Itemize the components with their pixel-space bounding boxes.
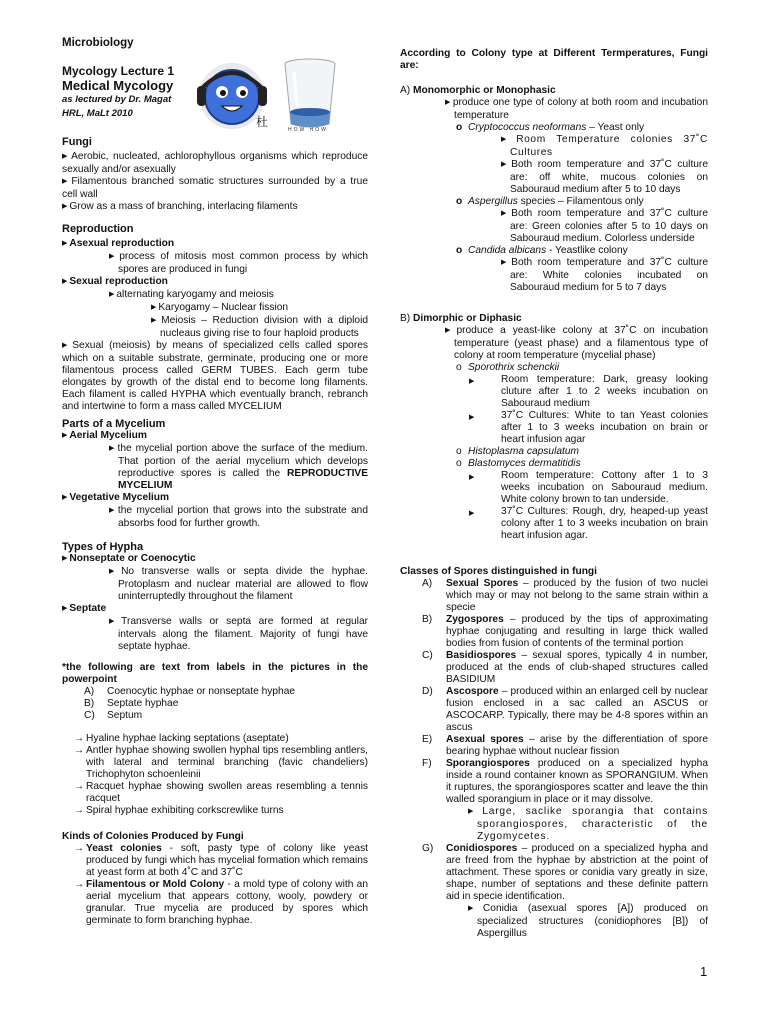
bullet-triangle-icon: ▶ — [62, 178, 70, 185]
monomorphic-text: ▶ produce one type of colony at both room and incubation temperature — [445, 97, 709, 121]
bullet-triangle-icon: ▶ — [501, 161, 510, 168]
bullet-triangle-icon: ▶ — [469, 378, 475, 385]
arrow-right-icon: → — [74, 805, 85, 816]
arrow-list — [62, 733, 368, 817]
bullet-triangle-icon: ▶ — [501, 210, 510, 217]
hypha-section — [62, 541, 368, 653]
arrow-right-icon: → — [74, 733, 85, 744]
bullet-triangle-icon: ▶ — [501, 136, 515, 143]
bullet-triangle-icon: ▶ — [469, 510, 475, 517]
spore-item-d: D) Ascospore – produced within an enlarged cell by nuclear fusion enclosed in a sac called an ASCUS or ASCOCARP. Typically, there may be 4-8 spores within an ascus — [422, 686, 708, 733]
labels-heading: *the following are text from labels in the pictures in the powerpoint — [62, 662, 368, 685]
lecture-header: Mycology Lecture 1 Medical Mycology as lectured by Dr. Magat HRL, MaLt 2010 — [62, 64, 175, 119]
sexual-text: ▶ alternating karyogamy and meiosis — [109, 289, 274, 300]
blastomyces-item: o Blastomyces dermatitidis — [456, 458, 581, 469]
bullet-triangle-icon: ▶ — [469, 474, 475, 481]
aspergillus-item: o Aspergillus species – Filamentous only — [456, 196, 644, 207]
circle-bullet-icon: o — [456, 458, 462, 469]
fungi-item-3: ▶ Grow as a mass of branching, interlacing filaments — [62, 201, 298, 212]
course-title: Microbiology — [62, 37, 134, 49]
bullet-triangle-icon: ▶ — [468, 905, 481, 912]
arrow-item: → Racquet hyphae showing swollen areas resembling a tennis racquet — [74, 781, 368, 804]
arrow-right-icon: → — [74, 843, 85, 854]
dimorphic-text: ▶ produce a yeast-like colony at 37˚C on incubation temperature (yeast phase) and a filamentous type of colony at room temperature (mycelial phase) — [445, 325, 708, 361]
bullet-triangle-icon: ▶ — [109, 253, 118, 260]
yeast-colonies-item: → Yeast colonies - soft, pasty type of colony like yeast produced by fungi which has mycelial formation which remains at yeast form at both 4˚C and 37˚C — [74, 843, 369, 878]
fungi-item-2: ▶ Filamentous branched somatic structures surrounded by a true cell wall — [62, 176, 368, 200]
bullet-triangle-icon: ▶ — [109, 618, 120, 625]
mascot-illustration — [194, 60, 276, 132]
arrow-right-icon: → — [74, 879, 85, 890]
vegetative-text: ▶ the mycelial portion that grows into the substrate and absorbs food for further growth. — [109, 505, 368, 529]
colony-type-heading: According to Colony type at Different Termperatures, Fungi are: — [400, 48, 708, 71]
septate-label: ▶ Septate — [62, 603, 107, 614]
fungi-item-1: ▶ Aerobic, nucleated, achlorophyllous organisms which reproduce sexually and/or asexually — [62, 151, 368, 175]
reproduction-heading: Reproduction — [62, 223, 134, 235]
label-item-b: B) Septate hyphae — [84, 698, 179, 709]
sporangia-subitem: ▶ Large, saclike sporangia that contains sporangiospores, characteristic of the Zygomycetes. — [468, 806, 708, 842]
bullet-triangle-icon: ▶ — [109, 291, 115, 298]
sexual-label: ▶ Sexual reproduction — [62, 276, 168, 287]
arrow-right-icon: → — [74, 781, 85, 792]
spore-item-e: E) Asexual spores – arise by the differentiation of spore bearing hyphae without nuclear fission — [422, 734, 708, 757]
mycelium-section — [62, 418, 368, 530]
asexual-text: ▶ process of mitosis most common process by which spores are produced in fungi — [109, 251, 369, 275]
hypha-heading: Types of Hypha — [62, 541, 144, 553]
arrow-right-icon: → — [74, 745, 85, 756]
bullet-triangle-icon: ▶ — [469, 414, 475, 421]
spores-section — [400, 566, 708, 940]
nonseptate-label: ▶ Nonseptate or Coenocytic — [62, 553, 196, 564]
candida-detail: ▶ Both room temperature and 37˚C culture are: White colonies incubated on Sabouraud medium for 5 to 7 days — [501, 257, 708, 293]
arrow-item: → Antler hyphae showing swollen hyphal tips resembling antlers, with lateral and terminal branching (favic chandeliers) Trichophyton schoenleinii — [74, 745, 368, 780]
bullet-triangle-icon: ▶ — [109, 568, 120, 575]
blastomyces-detail-1: ▶ Room temperature: Cottony after 1 to 3 weeks incubation on Sabouraud medium. White colony brown to tan underside. — [469, 470, 708, 505]
mascot-character: 杜 — [256, 115, 269, 129]
spore-item-b: B) Zygospores – produced by the tips of approximating hyphae conjugating and resulting in large thick walled bodies from fusion of contents of the terminal portion — [422, 614, 708, 649]
glass-illustration — [282, 58, 338, 134]
circle-bullet-icon: o — [456, 362, 462, 373]
monomorphic-title: A) Monomorphic or Monophasic — [400, 85, 556, 96]
mycelium-heading: Parts of a Mycelium — [62, 418, 166, 430]
conidia-subitem: ▶ Conidia (asexual spores [A]) produced on specialized structures (conidiophores [B]) of Aspergillus — [468, 903, 708, 939]
bullet-triangle-icon: ▶ — [62, 240, 68, 247]
page-number: 1 — [700, 964, 708, 979]
colonies-section — [62, 831, 368, 927]
karyogamy-item: ▶ Karyogamy – Nuclear fission — [151, 302, 289, 313]
aerial-label: ▶ Aerial Mycelium — [62, 430, 147, 441]
cryptococcus-detail-1: ▶ Room Temperature colonies 37˚C Cultures — [501, 134, 708, 158]
meiosis-item: ▶ Meiosis – Reduction division with a diploid nucleaus giving rise to four haploid products — [151, 315, 369, 339]
aerial-text: ▶ the mycelial portion above the surface of the medium. That portion of the aerial mycelium which develops reproductive spores is called the REPRODUCTIVE MYCELIUM — [109, 443, 368, 491]
mold-colony-item: → Filamentous or Mold Colony - a mold type of colony with an aerial mycelium that appears cottony, wooly, powdery or granular. True mycelia are produced by spores which germinate to form branching hyphae. — [74, 879, 368, 926]
cryptococcus-detail-2: ▶ Both room temperature and 37˚C culture are: off white, mucous colonies on Sabouraud medium after 5 to 10 days — [501, 159, 708, 195]
bullet-triangle-icon: ▶ — [109, 507, 116, 514]
bullet-triangle-icon: ▶ — [501, 259, 510, 266]
nonseptate-text: ▶ No transverse walls or septa divide the hyphae. Protoplasm and nuclear material are allowed to flow uninterruptedly throughout the filament — [109, 566, 368, 602]
bullet-triangle-icon: ▶ — [62, 555, 68, 562]
monomorphic-section — [400, 85, 708, 294]
spore-item-g: G) Conidiospores – produced on a specialized hypha and are freed from the hyphae by abstriction at the point of attachment. These spores or conidia vary greatly in size, shape, number of septations and these definite pattern aid in specie identification. — [422, 843, 708, 902]
spore-item-a: A) Sexual Spores – produced by the fusion of two nuclei which may or may not belong to the same strain within a specie — [422, 578, 708, 613]
labels-section — [62, 662, 368, 817]
bullet-triangle-icon: ▶ — [62, 605, 68, 612]
cryptococcus-item: o Cryptococcus neoformans – Yeast only — [456, 122, 645, 133]
bullet-triangle-icon: ▶ — [62, 432, 68, 439]
spore-item-c: C) Basidiospores – sexual spores, typically 4 in number, produced at the ends of club-shaped structures called BASIDIUM — [422, 650, 708, 685]
bullet-triangle-icon: ▶ — [151, 317, 160, 324]
arrow-item: → Spiral hyphae exhibiting corkscrewlike turns — [74, 805, 284, 816]
bullet-triangle-icon: ▶ — [151, 304, 157, 311]
aspergillus-detail: ▶ Both room temperature and 37˚C culture are: Green colonies after 5 to 10 days on Sabouraud medium. Colorless underside — [501, 208, 708, 244]
bullet-triangle-icon: ▶ — [62, 153, 70, 160]
blastomyces-detail-2: ▶ 37˚C Cultures: Rough, dry, heaped-up yeast colony after 1 to 3 weeks incubation on brain heart infusion agar. — [469, 506, 708, 541]
label-item-a: A) Coenocytic hyphae or nonseptate hyphae — [84, 686, 296, 697]
circle-bullet-icon: o — [456, 245, 463, 256]
spore-item-f: F) Sporangiospores produced on a specialized hypha inside a round container known as SPORANGIUM. When it ruptures, the sporangiospores scatter and leave the thin walled sporangium in place or it may dissolve. — [422, 758, 708, 805]
label-item-c: C) Septum — [84, 710, 143, 721]
asexual-label: ▶ Asexual reproduction — [62, 238, 175, 249]
bullet-triangle-icon: ▶ — [109, 445, 116, 452]
bullet-triangle-icon: ▶ — [468, 808, 481, 815]
bullet-triangle-icon: ▶ — [62, 278, 68, 285]
illustration-caption: HOW HOW — [288, 127, 328, 133]
arrow-item: → Hyaline hyphae lacking septations (aseptate) — [74, 733, 289, 744]
bullet-triangle-icon: ▶ — [62, 203, 68, 210]
spores-heading: Classes of Spores distinguished in fungi — [400, 566, 597, 577]
fungi-section — [62, 136, 368, 214]
circle-bullet-icon: o — [456, 196, 463, 207]
colonies-heading: Kinds of Colonies Produced by Fungi — [62, 831, 244, 842]
fungi-heading: Fungi — [62, 136, 92, 148]
vegetative-label: ▶ Vegetative Mycelium — [62, 492, 170, 503]
bullet-triangle-icon: ▶ — [445, 327, 455, 334]
candida-item: o Candida albicans - Yeastlike colony — [456, 245, 628, 256]
bullet-triangle-icon: ▶ — [62, 342, 71, 349]
bullet-triangle-icon: ▶ — [62, 494, 68, 501]
septate-text: ▶ Transverse walls or septa are formed at regular intervals along the filament. Majority of fungi have septate hyphae. — [109, 616, 368, 652]
histoplasma-item: o Histoplasma capsulatum — [456, 446, 579, 457]
sporothrix-detail-1: ▶ Room temperature: Dark, greasy looking cluture after 1 to 2 weeks incubation on Sabouraud medium — [469, 374, 708, 409]
dimorphic-title: B) Dimorphic or Diphasic — [400, 313, 522, 324]
circle-bullet-icon: o — [456, 122, 463, 133]
sporothrix-detail-2: ▶ 37˚C Cultures: White to tan Yeast colonies after 1 to 3 weeks incubation on brain or heart infusion agar — [469, 410, 708, 445]
circle-bullet-icon: o — [456, 446, 462, 457]
sexual-paragraph: ▶ Sexual (meiosis) by means of specialized cells called spores which on a suitable substrate, germinate, producing one or more filamentous process called GERM TUBES. Each germ tube elongates by growth of the distal end to become long filaments. Each filament is called HYPHA which eventually branch, rebranch and intertwine to form a mass called MYCELIUM — [62, 340, 369, 412]
sporothrix-item: o Sporothrix schenckii — [456, 362, 560, 373]
bullet-triangle-icon: ▶ — [445, 99, 451, 106]
dimorphic-section — [400, 313, 708, 542]
reproduction-section — [62, 223, 368, 413]
